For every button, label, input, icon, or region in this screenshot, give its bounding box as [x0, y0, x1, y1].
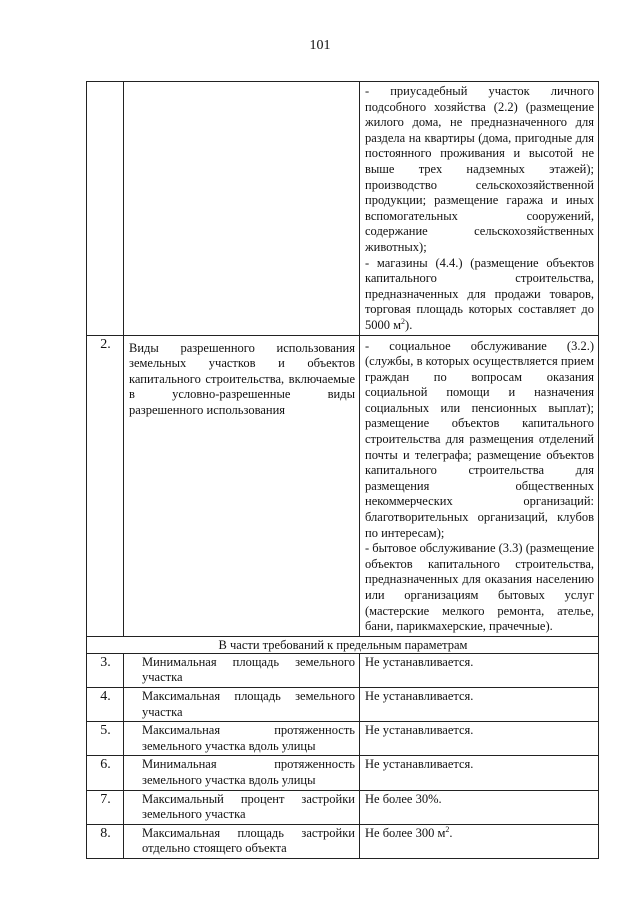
row-number: 4.: [87, 687, 124, 721]
value-paragraph-shops: - магазины (4.4.) (размещение объектов капитального строительства, предназначенных для продажи товаров, торговая площадь которых составляет до 5000 $м^2$).: [365, 255, 594, 332]
row-value: Не устанавливается.: [360, 687, 599, 721]
page-number: 101: [309, 38, 331, 53]
row-name: Виды разрешенного использования земельных участков и объектов капитального строительства, включаемые в условно-разрешенные виды разрешенного использования: [124, 335, 360, 636]
row-name: Минимальная протяженность земельного участка вдоль улицы: [124, 756, 360, 790]
row-value: [360, 335, 599, 636]
row-name: Максимальный процент застройки земельного участка: [124, 790, 360, 824]
row-name: Максимальная площадь застройки отдельно стоящего объекта: [124, 824, 360, 858]
table-section-header-row: [87, 636, 599, 653]
row-number: 6.: [87, 756, 124, 790]
row-value: Не более 300 $м^2$.: [360, 824, 599, 858]
row-number: [87, 82, 124, 336]
superscript-square: 2: [401, 316, 406, 326]
row-name: [124, 82, 360, 336]
superscript-square: 2: [445, 824, 450, 834]
table-row: [87, 790, 599, 824]
section-header: В части требований к предельным параметрам: [87, 636, 599, 653]
row-number: 5.: [87, 722, 124, 756]
row-name: Максимальная площадь земельного участка: [124, 687, 360, 721]
value-paragraph-household-plot: - приусадебный участок личного подсобного хозяйства (2.2) (размещение жилого дома, не предназначенного для раздела на квартиры (дома, пригодные для постоянного проживания и высотой не выше трех надземных этажей); производство сельскохозяйственной продукции; размещение гаража и иных вспомогательных сооружений, содержание сельскохозяйственных животных);: [365, 84, 594, 254]
table-row: [87, 756, 599, 790]
table-row-conditional-uses: [87, 335, 599, 636]
row-value: [360, 82, 599, 336]
regulations-table: [86, 81, 599, 859]
row-value: Не устанавливается.: [360, 722, 599, 756]
row-number: 2.: [87, 335, 124, 636]
row-number: 7.: [87, 790, 124, 824]
table-row-continuation: [87, 82, 599, 336]
row-name: Минимальная площадь земельного участка: [124, 653, 360, 687]
value-paragraph-consumer-service: - бытовое обслуживание (3.3) (размещение объектов капитального строительства, предназначенных для оказания населению или организациям бытовых услуг (мастерские мелкого ремонта, ателье, бани, парикмахерские, прачечные).: [365, 541, 594, 634]
row-value: Не устанавливается.: [360, 756, 599, 790]
table-row: [87, 653, 599, 687]
row-number: 3.: [87, 653, 124, 687]
value-paragraph-social-service: - социальное обслуживание (3.2.) (службы, в которых осуществляется прием граждан по вопросам оказания социальной помощи и назначения социальных или пенсионных выплат); размещение объектов капитального строительства для размещения отделений почты и телеграфа; размещение объектов капитального строительства для размещения общественных некоммерческих организаций: благотворительных организаций, клубов по интересам);: [365, 338, 594, 540]
row-value: Не устанавливается.: [360, 653, 599, 687]
row-name: Максимальная протяженность земельного участка вдоль улицы: [124, 722, 360, 756]
table-row: [87, 687, 599, 721]
table-row: [87, 824, 599, 858]
row-number: 8.: [87, 824, 124, 858]
row-value: Не более 30%.: [360, 790, 599, 824]
table-row: [87, 722, 599, 756]
